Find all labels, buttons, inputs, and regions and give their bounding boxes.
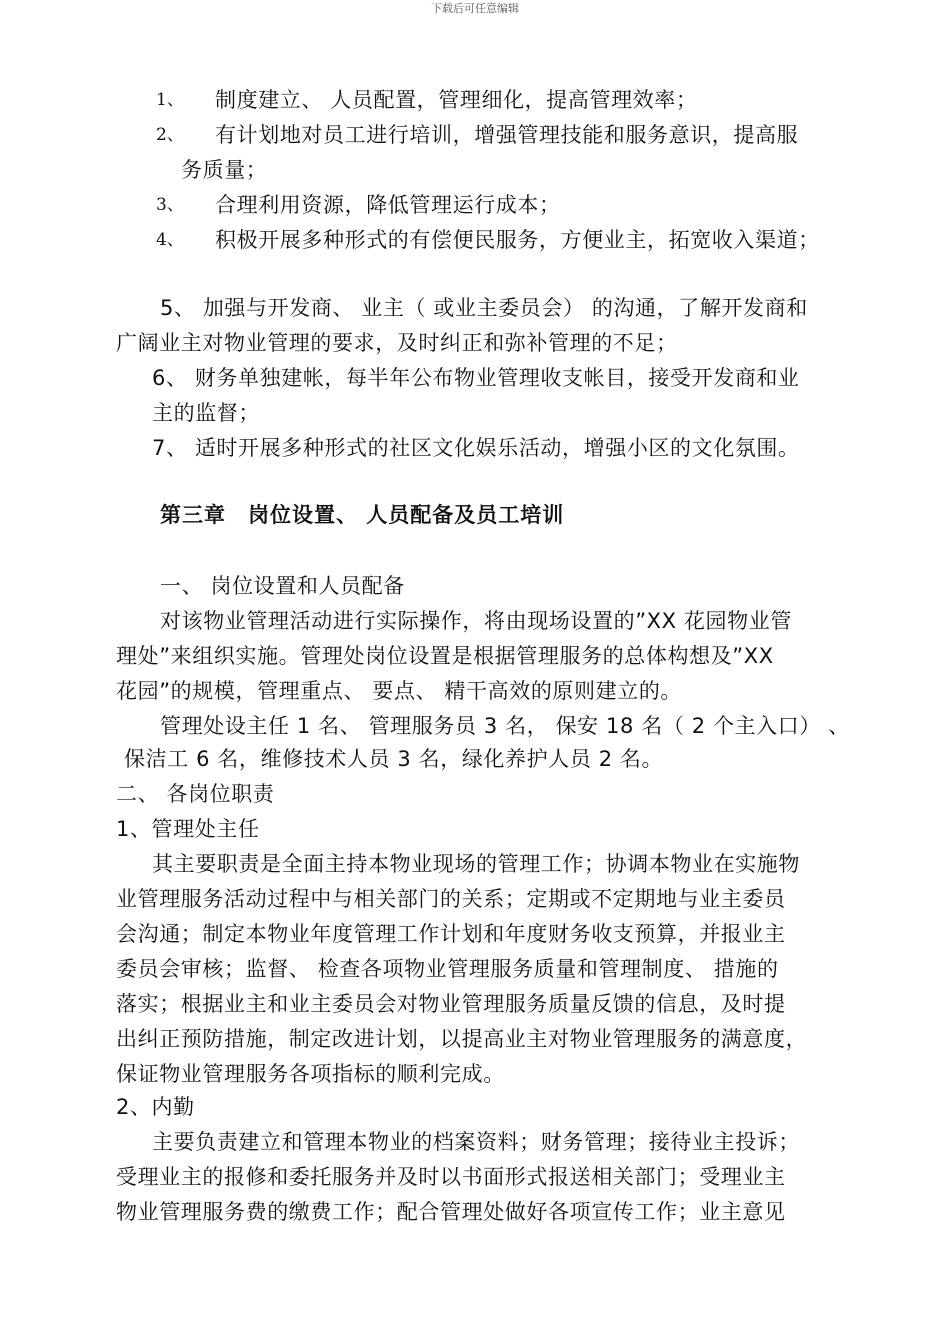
paragraph-line: 保证物业管理服务各项指标的顺利完成。	[116, 1062, 505, 1086]
list-item-continuation: 务质量；	[181, 158, 268, 182]
list-item-text: 制度建立、 人员配置，管理细化，提高管理效率；	[215, 88, 698, 112]
chapter-title: 第三章 岗位设置、 人员配备及员工培训	[160, 503, 565, 527]
paragraph-line: 出纠正预防措施，制定改进计划，以提高业主对物业管理服务的满意度，	[116, 1027, 808, 1051]
paragraph-line: 主要负责建立和管理本物业的档案资料；财务管理；接待业主投诉；	[152, 1130, 800, 1154]
list-item-continuation: 广阔业主对物业管理的要求，及时纠正和弥补管理的不足；	[116, 331, 678, 355]
list-item-text: 积极开展多种形式的有偿便民服务，方便业主，拓宽收入渠道；	[215, 228, 820, 252]
list-item-continuation: 主的监督；	[152, 401, 260, 425]
page-header-note: 下载后可任意编辑	[431, 2, 519, 15]
list-item-text: 7、 适时开展多种形式的社区文化娱乐活动，增强小区的文化氛围。	[152, 436, 800, 460]
subsection-title: 2、内勤	[116, 1095, 195, 1119]
paragraph-line: 委员会审核；监督、 检查各项物业管理服务质量和管理制度、 措施的	[116, 957, 779, 981]
list-number: 4、	[156, 230, 184, 250]
list-number: 1、	[156, 90, 184, 110]
section-heading: 一、 岗位设置和人员配备	[160, 574, 405, 598]
paragraph-line: 落实；根据业主和业主委员会对物业管理服务质量反馈的信息，及时提	[116, 992, 786, 1016]
list-item-text: 合理利用资源，降低管理运行成本；	[215, 193, 561, 217]
paragraph-line: 管理处设主任 1 名、 管理服务员 3 名， 保安 18 名（ 2 个主入口） 、	[160, 714, 850, 738]
paragraph-line: 受理业主的报修和委托服务并及时以书面形式报送相关部门；受理业主	[116, 1165, 786, 1189]
list-number: 2、	[156, 125, 184, 145]
paragraph-line: 业管理服务活动过程中与相关部门的关系；定期或不定期地与业主委员	[116, 887, 786, 911]
list-item-text: 有计划地对员工进行培训，增强管理技能和服务意识，提高服	[215, 123, 799, 147]
paragraph-line: 保洁工 6 名，维修技术人员 3 名，绿化养护人员 2 名。	[124, 747, 664, 771]
paragraph-line: 会沟通；制定本物业年度管理工作计划和年度财务收支预算，并报业主	[116, 922, 786, 946]
paragraph-line: 理处”来组织实施。管理处岗位设置是根据管理服务的总体构想及”XX	[116, 644, 774, 668]
list-number: 3、	[156, 195, 184, 215]
subsection-title: 1、管理处主任	[116, 817, 260, 841]
list-item-text: 5、 加强与开发商、 业主（ 或业主委员会） 的沟通，了解开发商和	[160, 296, 808, 320]
paragraph-line: 物业管理服务费的缴费工作；配合管理处做好各项宣传工作；业主意见	[116, 1200, 786, 1224]
list-item-text: 6、 财务单独建帐，每半年公布物业管理收支帐目，接受开发商和业	[152, 366, 800, 390]
paragraph-line: 其主要职责是全面主持本物业现场的管理工作；协调本物业在实施物	[152, 852, 800, 876]
section-heading: 二、 各岗位职责	[116, 782, 275, 806]
paragraph-line: 对该物业管理活动进行实际操作，将由现场设置的”XX 花园物业管	[160, 609, 792, 633]
paragraph-line: 花园”的规模，管理重点、 要点、 精干高效的原则建立的。	[116, 679, 683, 703]
